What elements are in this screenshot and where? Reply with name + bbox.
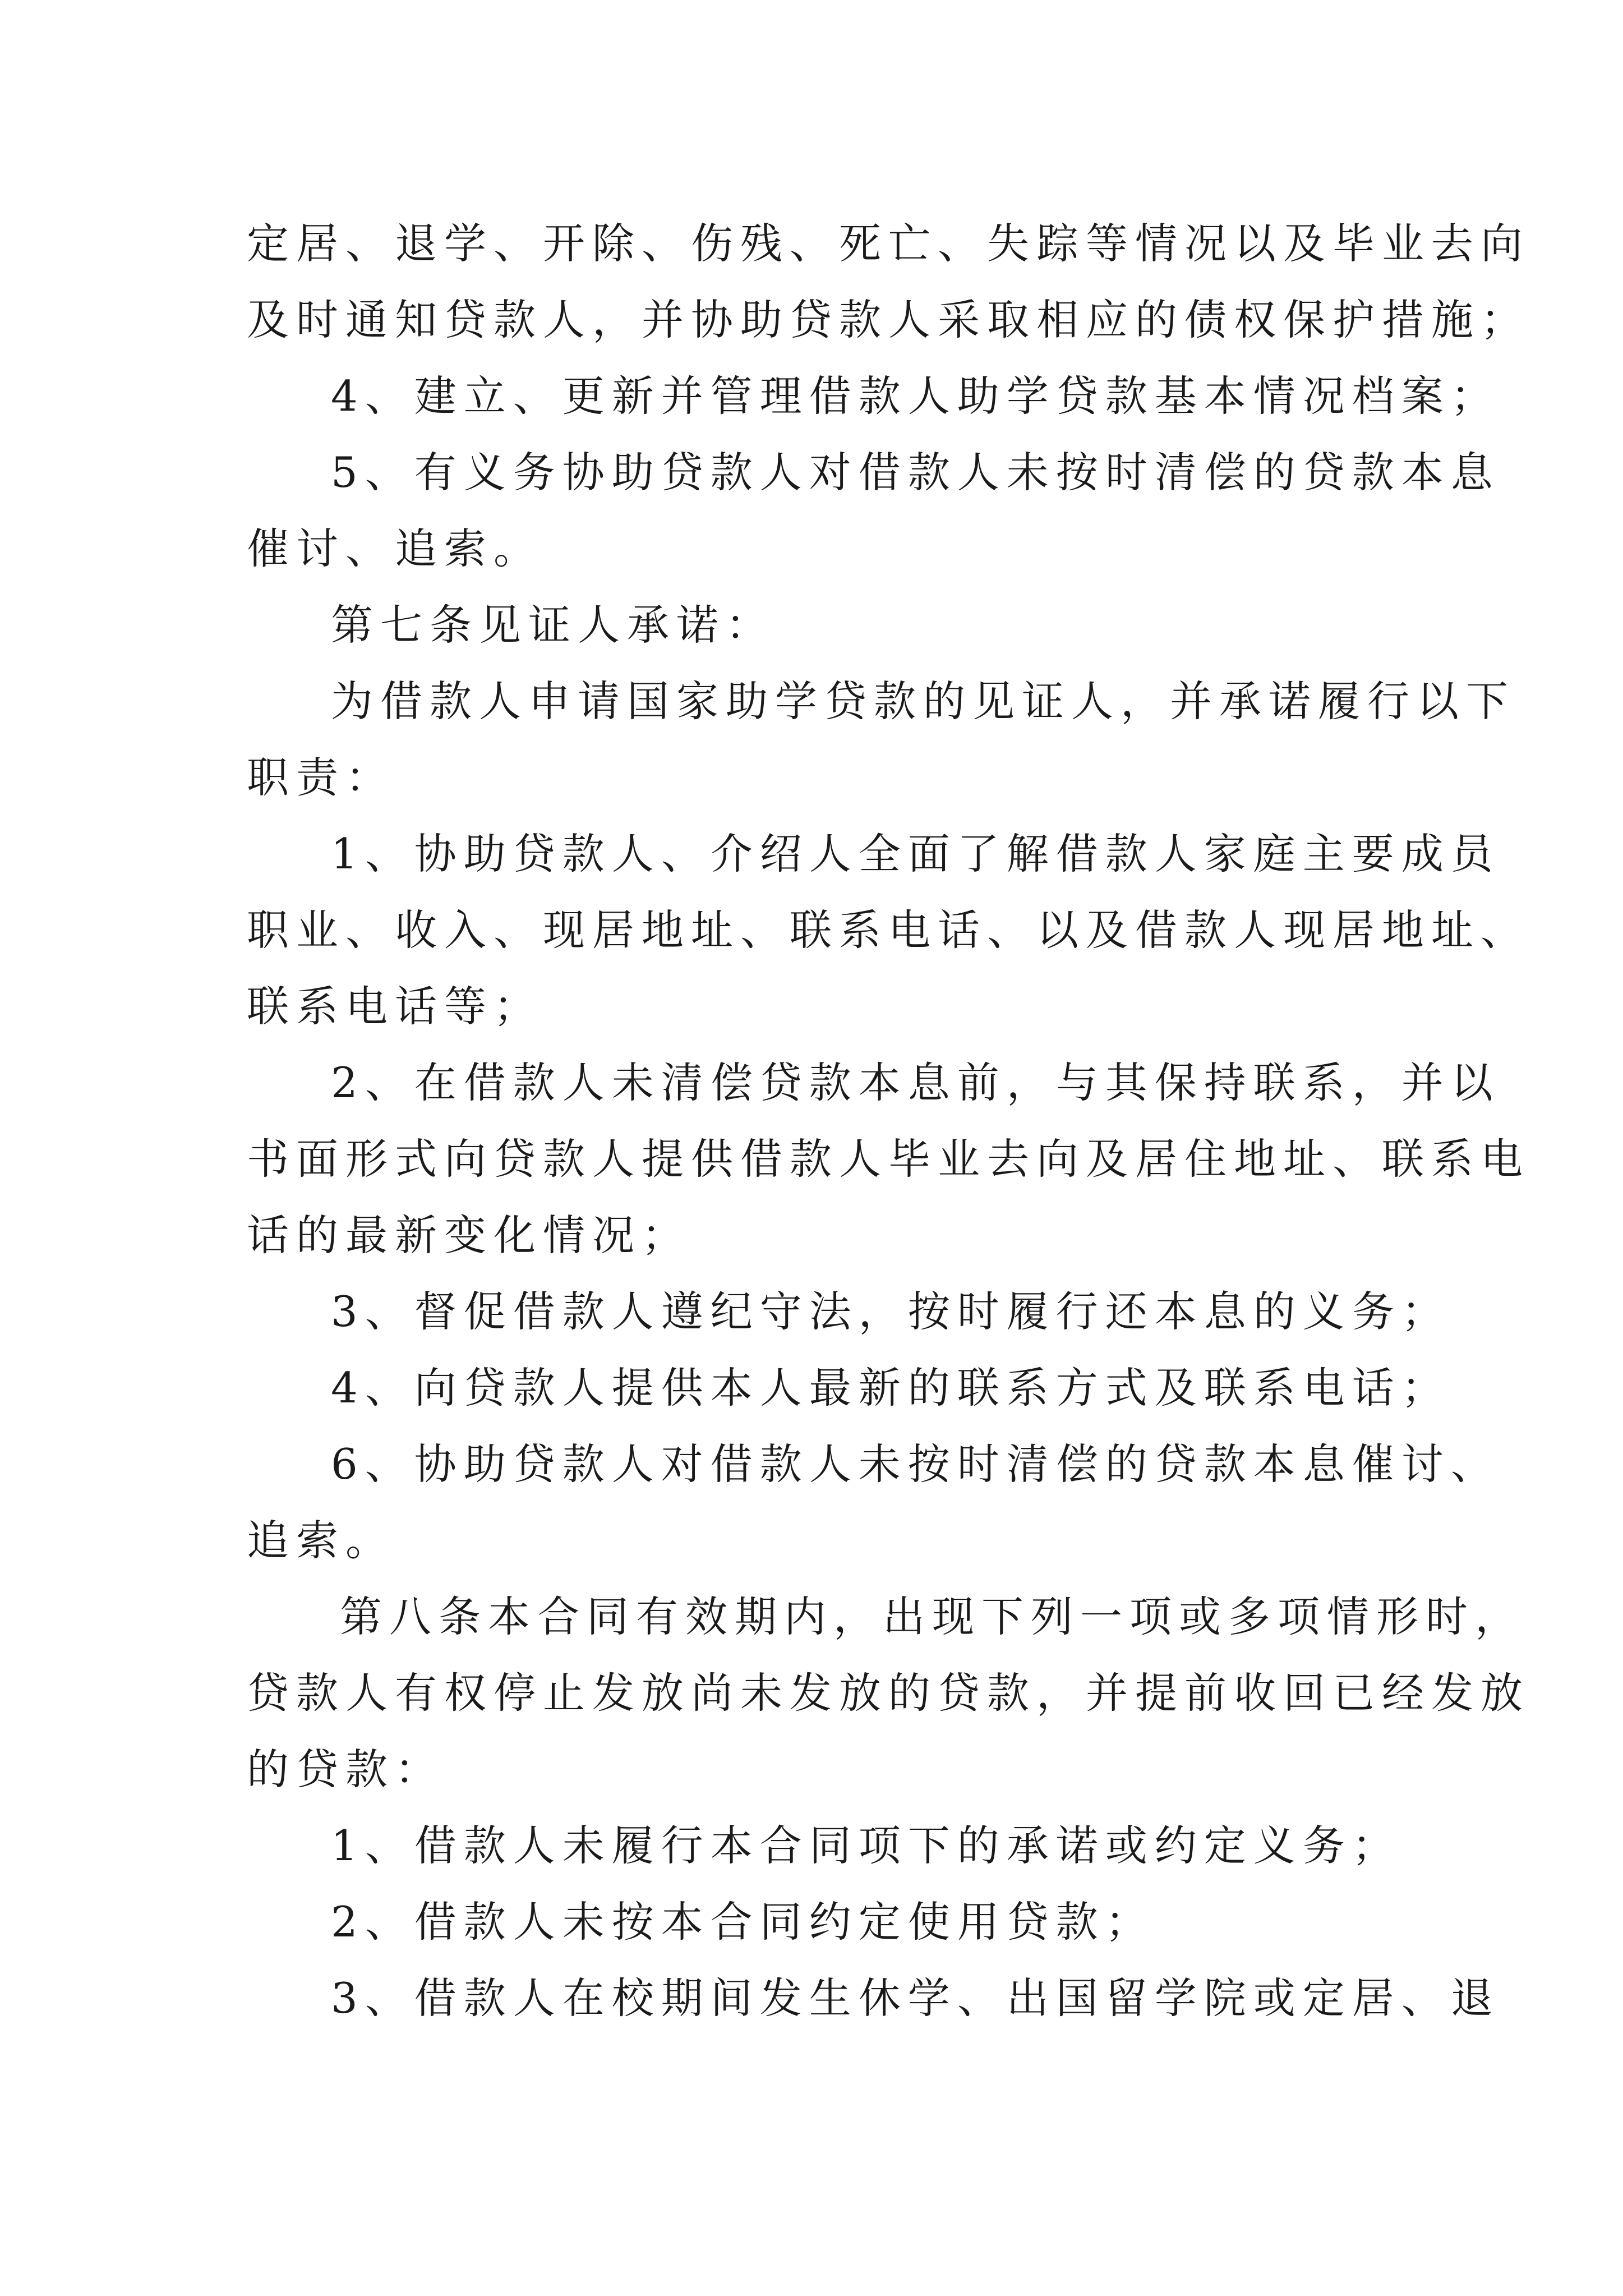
text-line: 话的最新变化情况； bbox=[247, 1211, 691, 1260]
text-line: 为借款人申请国家助学贷款的见证人，并承诺履行以下 bbox=[331, 677, 1516, 726]
text-line: 4、建立、更新并管理借款人助学贷款基本情况档案； bbox=[331, 371, 1500, 421]
text-line: 6、协助贷款人对借款人未按时清偿的贷款本息催讨、 bbox=[331, 1439, 1500, 1489]
text-line: 贷款人有权停止发放尚未发放的贷款，并提前收回已经发放 bbox=[247, 1668, 1530, 1718]
text-line: 及时通知贷款人，并协助贷款人采取相应的债权保护措施； bbox=[247, 295, 1530, 344]
section-heading: 第七条见证人承诺： bbox=[331, 600, 776, 650]
text-line: 职业、收入、现居地址、联系电话、以及借款人现居地址、 bbox=[247, 905, 1530, 955]
text-line: 1、协助贷款人、介绍人全面了解借款人家庭主要成员 bbox=[331, 829, 1500, 878]
section-heading: 第八条本合同有效期内，出现下列一项或多项情形时， bbox=[340, 1592, 1525, 1641]
text-line: 2、在借款人未清偿贷款本息前，与其保持联系，并以 bbox=[331, 1058, 1500, 1107]
text-line: 书面形式向贷款人提供借款人毕业去向及居住地址、联系电 bbox=[247, 1134, 1530, 1184]
text-line: 2、借款人未按本合同约定使用贷款； bbox=[331, 1897, 1155, 1947]
text-line: 4、向贷款人提供本人最新的联系方式及联系电话； bbox=[331, 1363, 1451, 1412]
text-line: 催讨、追索。 bbox=[247, 524, 543, 573]
text-line: 追索。 bbox=[247, 1516, 395, 1565]
text-line: 定居、退学、开除、伤残、死亡、失踪等情况以及毕业去向 bbox=[247, 219, 1530, 268]
text-line: 5、有义务协助贷款人对借款人未按时清偿的贷款本息 bbox=[331, 448, 1500, 497]
text-line: 3、督促借款人遵纪守法，按时履行还本息的义务； bbox=[331, 1287, 1451, 1336]
text-line: 1、借款人未履行本合同项下的承诺或约定义务； bbox=[331, 1821, 1401, 1870]
text-line: 3、借款人在校期间发生休学、出国留学院或定居、退 bbox=[331, 1973, 1500, 2023]
text-line: 的贷款： bbox=[247, 1745, 445, 1794]
text-line: 职责： bbox=[247, 753, 395, 802]
text-line: 联系电话等； bbox=[247, 982, 543, 1031]
